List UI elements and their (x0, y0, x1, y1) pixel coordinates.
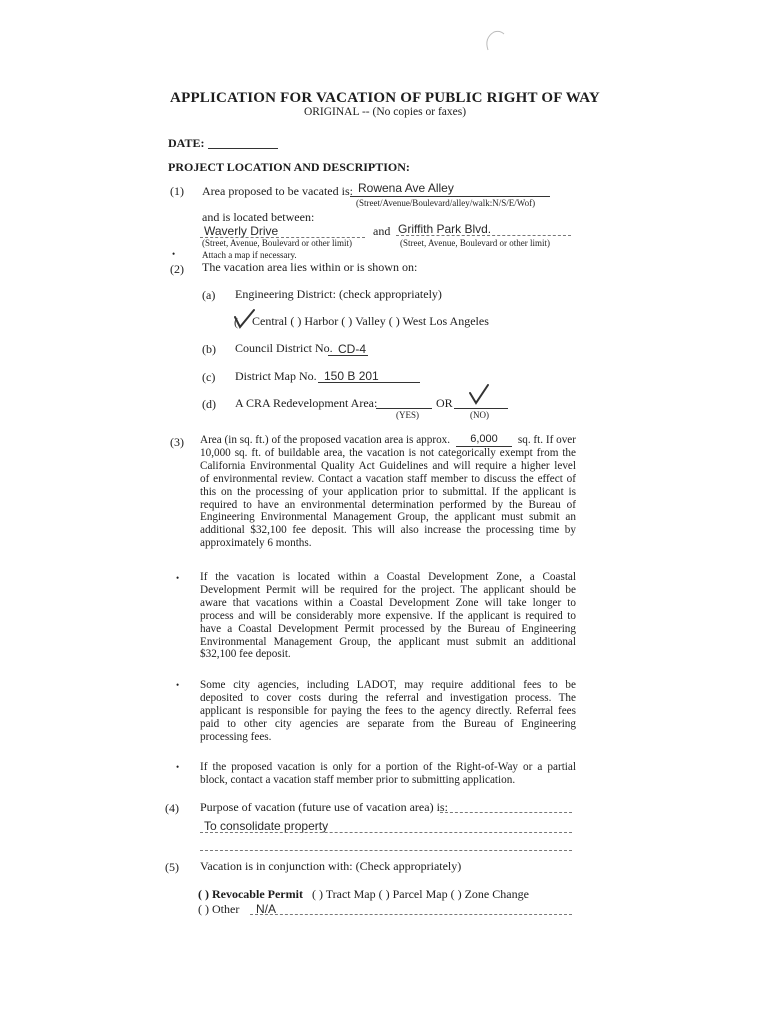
bullet-dot: • (176, 680, 180, 690)
form-title: APPLICATION FOR VACATION OF PUBLIC RIGHT OF WAY (170, 90, 600, 106)
paragraph-line: Some city agencies, including LADOT, may require additional fees to be (200, 679, 576, 691)
paragraph-line: have a Coastal Development Permit processed by the Bureau of Engineering (200, 622, 576, 635)
bullet-dot: • (172, 249, 176, 259)
paragraph-line: $32,100 fee deposit. (200, 648, 291, 661)
form-subtitle: ORIGINAL -- (No copies or faxes) (303, 106, 467, 118)
item4-label: Purpose of vacation (future use of vacation area) is: (200, 800, 448, 814)
other-line (250, 914, 572, 915)
item2a-label: Engineering District: (check appropriately) (235, 287, 442, 301)
other-value[interactable]: N/A (256, 902, 277, 916)
item1-label: Area proposed to be vacated is: (202, 184, 353, 198)
revocable-permit-option[interactable]: ( ) Revocable Permit (198, 887, 303, 901)
area-vacated-hint: (Street/Avenue/Boulevard/alley/walk:N/S/E/Wof) (356, 198, 536, 208)
purpose-value[interactable]: To consolidate property (204, 819, 329, 833)
paragraph-line: approximately 6 months. (200, 537, 312, 550)
cra-or-label: OR (436, 396, 453, 410)
item2c-letter: (c) (202, 370, 216, 384)
purpose-line-3 (200, 850, 572, 851)
item2-number: (2) (170, 262, 184, 276)
cra-no-checkmark-icon (467, 383, 491, 407)
paragraph-line: required to have an environmental determination performed by the Bureau of (200, 498, 576, 511)
item2b-letter: (b) (202, 342, 216, 356)
item1-number: (1) (170, 184, 184, 198)
council-district-value[interactable]: CD-4 (338, 342, 367, 356)
district-map-label: District Map No. (235, 369, 317, 383)
bullet1-paragraph (200, 571, 576, 661)
other-label: ( ) Other (198, 902, 240, 916)
cra-yes-line[interactable] (376, 408, 432, 409)
paragraph-line: Engineering Environmental Management Group, the applicant must submit an (200, 511, 576, 524)
date-field[interactable] (208, 148, 278, 149)
street1-hint: (Street, Avenue, Boulevard or other limit) (202, 238, 353, 248)
item5-label: Vacation is in conjunction with: (Check appropriately) (200, 859, 462, 873)
paragraph-line: processing fees. (200, 730, 272, 743)
item4-number: (4) (165, 801, 179, 815)
item3-text-before: Area (in sq. ft.) of the proposed vacation area is approx. (200, 434, 451, 446)
paragraph-line: California Environmental Quality Act Guidelines and will require a higher level (200, 459, 576, 472)
bullet-dot: • (176, 762, 180, 772)
item2d-letter: (d) (202, 397, 216, 411)
purpose-line-1 (440, 812, 572, 813)
between-label: and is located between: (202, 210, 315, 224)
area-vacated-line (350, 196, 550, 197)
bullet3-paragraph (200, 761, 576, 787)
paragraph-line: process and will be considerably more expensive. If the applicant is required to (200, 609, 576, 622)
area-sqft-value[interactable]: 6,000 (456, 434, 512, 447)
section-heading: PROJECT LOCATION AND DESCRIPTION: (168, 160, 410, 174)
and-label: and (373, 224, 391, 238)
paragraph-line: block, contact a vacation staff member prior to submitting application. (200, 773, 516, 786)
street2-line (396, 235, 571, 236)
paragraph-line: Environmental Management Group, the applicant must submit an additional (200, 635, 576, 648)
street2-hint: (Street, Avenue, Boulevard or other limit) (400, 238, 551, 248)
conjunction-options[interactable] (198, 887, 529, 902)
council-district-line (328, 355, 368, 356)
item2a-letter: (a) (202, 288, 216, 302)
svg-text:(: ( (234, 315, 238, 329)
paragraph-line: aware that vacations within a Coastal Development Zone will take longer to (200, 596, 576, 609)
paragraph-line: 10,000 sq. ft. of buildable area, the vacation is not categorically exempt from the (200, 446, 576, 459)
purpose-line-2 (200, 832, 572, 833)
bullet-dot: • (176, 573, 180, 583)
district-map-value[interactable]: 150 B 201 (324, 369, 379, 383)
council-district-label: Council District No. (235, 341, 333, 355)
paragraph-line: applicant is responsible for paying the fees to the agency directly. Referral fees (200, 704, 576, 717)
district-options[interactable]: Central ( ) Harbor ( ) Valley ( ) West Los Angeles (252, 314, 489, 328)
street2-value[interactable]: Griffith Park Blvd. (398, 222, 492, 236)
item3-paragraph (200, 434, 576, 550)
item3-text-after: sq. ft. If over (517, 434, 576, 446)
map-note: Attach a map if necessary. (202, 250, 297, 260)
date-label: DATE: (168, 136, 205, 150)
paragraph-line: paid to other city agencies are separate from the Bureau of Engineering (200, 717, 576, 730)
item2-label: The vacation area lies within or is shown on: (202, 260, 418, 274)
district-map-line (318, 382, 420, 383)
street1-value[interactable]: Waverly Drive (204, 224, 279, 238)
item3-number: (3) (170, 435, 184, 449)
cra-no-line[interactable] (454, 408, 508, 409)
scan-mark (480, 28, 510, 54)
paragraph-line: of environmental review. Contact a vacation staff member to discuss the effect of (200, 472, 576, 485)
cra-yes-label: (YES) (396, 410, 419, 420)
paragraph-line: If the vacation is located within a Coastal Development Zone, a Coastal (200, 571, 576, 583)
item5-number: (5) (165, 860, 179, 874)
bullet2-paragraph (200, 679, 576, 744)
paragraph-line: deposited to cover costs during the referral and investigation process. The (200, 691, 576, 704)
paragraph-line: If the proposed vacation is only for a portion of the Right-of-Way or a partial (200, 761, 576, 773)
paragraph-line: Development Permit will be required for the project. The applicant should be (200, 583, 576, 596)
paragraph-line: additional $32,100 fee deposit. This will also increase the processing time by (200, 524, 576, 537)
cra-no-label: (NO) (470, 410, 489, 420)
paragraph-line: this on the processing of your application prior to submittal. If the applicant is (200, 485, 576, 498)
other-options[interactable]: ( ) Tract Map ( ) Parcel Map ( ) Zone Change (311, 887, 529, 901)
area-vacated-value[interactable]: Rowena Ave Alley (358, 181, 454, 195)
cra-label: A CRA Redevelopment Area: (235, 396, 378, 410)
